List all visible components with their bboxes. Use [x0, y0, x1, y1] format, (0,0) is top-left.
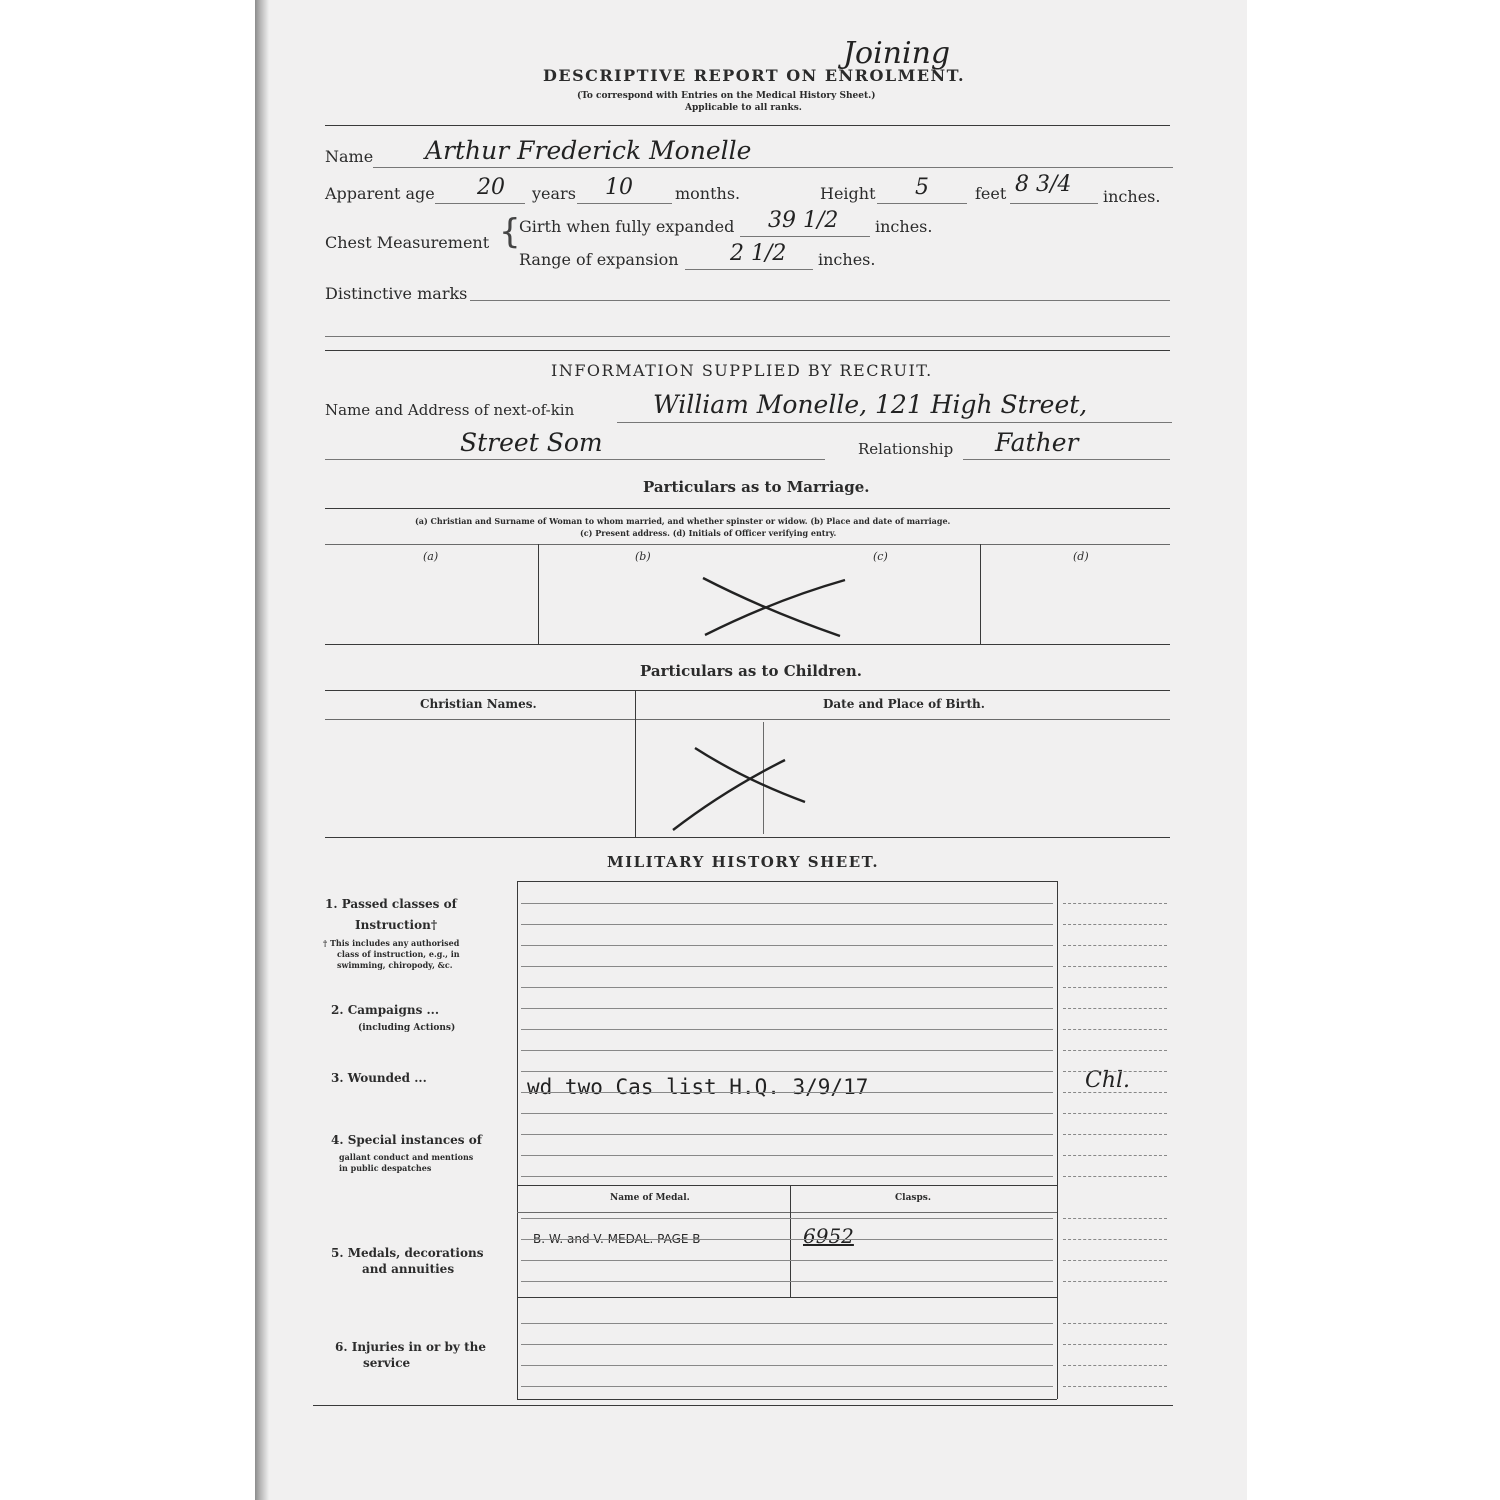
name-value: Arthur Frederick Monelle [425, 136, 752, 165]
marriage-heading: Particulars as to Marriage. [643, 478, 870, 496]
medal-entry: B. W. and V. MEDAL. PAGE B [533, 1232, 701, 1246]
ruled-line-margin [1063, 1113, 1167, 1114]
item3-label: 3. Wounded ... [331, 1071, 427, 1085]
height-label: Height [820, 184, 876, 203]
joining-annotation: Joining [843, 36, 951, 71]
medal-col-name: Name of Medal. [610, 1193, 690, 1203]
height-feet-value: 5 [915, 175, 929, 200]
ruled-line-margin [1063, 1134, 1167, 1135]
report-subtitle-1: (To correspond with Entries on the Medical History Sheet.) [577, 91, 876, 101]
name-label: Name [325, 147, 374, 166]
nok-value-2: Street Som [460, 428, 603, 457]
ruled-line-margin [1063, 1008, 1167, 1009]
children-col-divider [635, 690, 636, 838]
ruled-line [521, 903, 1053, 904]
ruled-line [521, 1113, 1053, 1114]
item1-label-b: Instruction† [355, 918, 438, 932]
divider [517, 1399, 1057, 1400]
ruled-line [521, 1281, 1053, 1282]
divider [325, 644, 1170, 645]
item6-label: 6. Injuries in or by the [335, 1340, 486, 1354]
marriage-col-d: (d) [1073, 550, 1089, 563]
divider [517, 1297, 1057, 1298]
marriage-col-c: (c) [873, 550, 888, 563]
ruled-line [521, 1134, 1053, 1135]
relationship-label: Relationship [858, 440, 954, 458]
item5-label: 5. Medals, decorations [331, 1246, 484, 1260]
ruled-line-margin [1063, 1260, 1167, 1261]
divider [517, 1212, 1057, 1213]
item2-label-b: (including Actions) [358, 1023, 456, 1033]
ruled-line [521, 1218, 1053, 1219]
divider [325, 508, 1170, 509]
item5-label-b: and annuities [362, 1262, 455, 1276]
divider [325, 350, 1170, 351]
chest-brace: { [499, 212, 521, 252]
ruled-line [521, 1260, 1053, 1261]
inches-label: inches. [1103, 187, 1161, 206]
years-label: years [532, 184, 576, 203]
scan-edge-shadow [255, 0, 269, 1500]
ruled-line-margin [1063, 1155, 1167, 1156]
distinctive-line-1 [470, 300, 1170, 301]
bottom-rule [313, 1405, 1173, 1406]
height-feet-underline [877, 203, 967, 204]
item1-note-3: swimming, chiropody, &c. [337, 960, 453, 970]
age-months-underline [577, 203, 672, 204]
ruled-line-margin [1063, 924, 1167, 925]
recruit-heading: INFORMATION SUPPLIED BY RECRUIT. [551, 361, 933, 380]
nok-underline [617, 422, 1172, 423]
marriage-col-divider [980, 544, 981, 644]
ruled-line [521, 966, 1053, 967]
divider [325, 125, 1170, 126]
item1-label: 1. Passed classes of [325, 897, 457, 911]
divider [325, 544, 1170, 545]
ruled-line [521, 1029, 1053, 1030]
marriage-cross-mark [695, 570, 855, 640]
height-inches-value: 8 3/4 [1015, 172, 1072, 197]
divider [517, 1185, 1057, 1186]
ruled-line [521, 924, 1053, 925]
girth-value: 39 1/2 [768, 208, 839, 233]
item4-label: 4. Special instances of [331, 1133, 482, 1147]
medal-col-clasps: Clasps. [895, 1193, 931, 1203]
item1-note-1: † This includes any authorised [323, 938, 460, 948]
relationship-underline [963, 459, 1170, 460]
ruled-line [521, 1365, 1053, 1366]
range-value: 2 1/2 [730, 241, 787, 266]
item4-label-c: in public despatches [339, 1163, 432, 1173]
military-right-border [1057, 881, 1058, 1399]
ruled-line-margin [1063, 1323, 1167, 1324]
girth-underline [740, 236, 870, 237]
divider [325, 837, 1170, 838]
girth-label: Girth when fully expanded [519, 217, 735, 236]
military-heading: MILITARY HISTORY SHEET. [607, 853, 880, 871]
item2-label: 2. Campaigns ... [331, 1003, 440, 1017]
ruled-line-margin [1063, 1386, 1167, 1387]
medal-ref: 6952 [803, 1224, 854, 1248]
age-label: Apparent age [325, 184, 435, 203]
ruled-line-margin [1063, 987, 1167, 988]
age-years-value: 20 [477, 175, 505, 200]
months-label: months. [675, 184, 741, 203]
distinctive-label: Distinctive marks [325, 284, 468, 303]
ruled-line [521, 1323, 1053, 1324]
children-col-birth: Date and Place of Birth. [823, 697, 985, 711]
marriage-col-a: (a) [423, 550, 439, 563]
ruled-line [521, 1092, 1053, 1093]
marriage-col-divider [538, 544, 539, 644]
children-heading: Particulars as to Children. [640, 662, 862, 680]
divider [325, 719, 1170, 720]
ruled-line-margin [1063, 1365, 1167, 1366]
ruled-line-margin [1063, 1218, 1167, 1219]
height-inches-underline [1010, 203, 1098, 204]
ruled-line-margin [1063, 1071, 1167, 1072]
distinctive-line-2 [325, 336, 1170, 337]
marriage-col-b: (b) [635, 550, 651, 563]
document-sheet [255, 0, 1247, 1500]
ruled-line-margin [1063, 903, 1167, 904]
report-subtitle-2: Applicable to all ranks. [685, 103, 802, 113]
ruled-line-margin [1063, 1176, 1167, 1177]
ruled-line [521, 1071, 1053, 1072]
divider [517, 881, 1057, 882]
nok-label: Name and Address of next-of-kin [325, 401, 575, 419]
ruled-line [521, 1239, 1053, 1240]
item1-note-2: class of instruction, e.g., in [337, 949, 460, 959]
ruled-line-margin [1063, 1050, 1167, 1051]
age-years-underline [435, 203, 525, 204]
divider [325, 690, 1170, 691]
chest-label: Chest Measurement [325, 233, 490, 252]
ruled-line-margin [1063, 1029, 1167, 1030]
relationship-value: Father [995, 428, 1079, 457]
item4-label-b: gallant conduct and mentions [339, 1152, 474, 1162]
ruled-line-margin [1063, 1092, 1167, 1093]
wounded-entry: wd two Cas list H.Q. 3/9/17 [527, 1075, 869, 1099]
range-unit: inches. [818, 250, 876, 269]
age-months-value: 10 [605, 175, 633, 200]
ruled-line-margin [1063, 945, 1167, 946]
ruled-line-margin [1063, 1344, 1167, 1345]
ruled-line-margin [1063, 1239, 1167, 1240]
wounded-side-initials: Chl. [1085, 1068, 1131, 1093]
nok-underline-2 [325, 459, 825, 460]
ruled-line [521, 1155, 1053, 1156]
ruled-line [521, 1050, 1053, 1051]
nok-value: William Monelle, 121 High Street, [653, 390, 1088, 419]
marriage-note-1: (a) Christian and Surname of Woman to whom married, and whether spinster or widow. (b) Place and date of marriage. [415, 516, 951, 526]
range-label: Range of expansion [519, 250, 679, 269]
item6-label-b: service [363, 1356, 411, 1370]
name-underline [373, 167, 1173, 168]
ruled-line [521, 987, 1053, 988]
marriage-note-2: (c) Present address. (d) Initials of Officer verifying entry. [580, 528, 837, 538]
ruled-line [521, 945, 1053, 946]
ruled-line [521, 1386, 1053, 1387]
ruled-line [521, 1344, 1053, 1345]
ruled-line-margin [1063, 1281, 1167, 1282]
feet-label: feet [975, 184, 1007, 203]
ruled-line-margin [1063, 966, 1167, 967]
ruled-line [521, 1008, 1053, 1009]
children-col-names: Christian Names. [420, 697, 537, 711]
report-title: DESCRIPTIVE REPORT ON ENROLMENT. [543, 66, 966, 85]
children-cross-mark [665, 740, 815, 835]
military-left-border [517, 881, 518, 1399]
girth-unit: inches. [875, 217, 933, 236]
range-underline [685, 269, 813, 270]
ruled-line [521, 1176, 1053, 1177]
